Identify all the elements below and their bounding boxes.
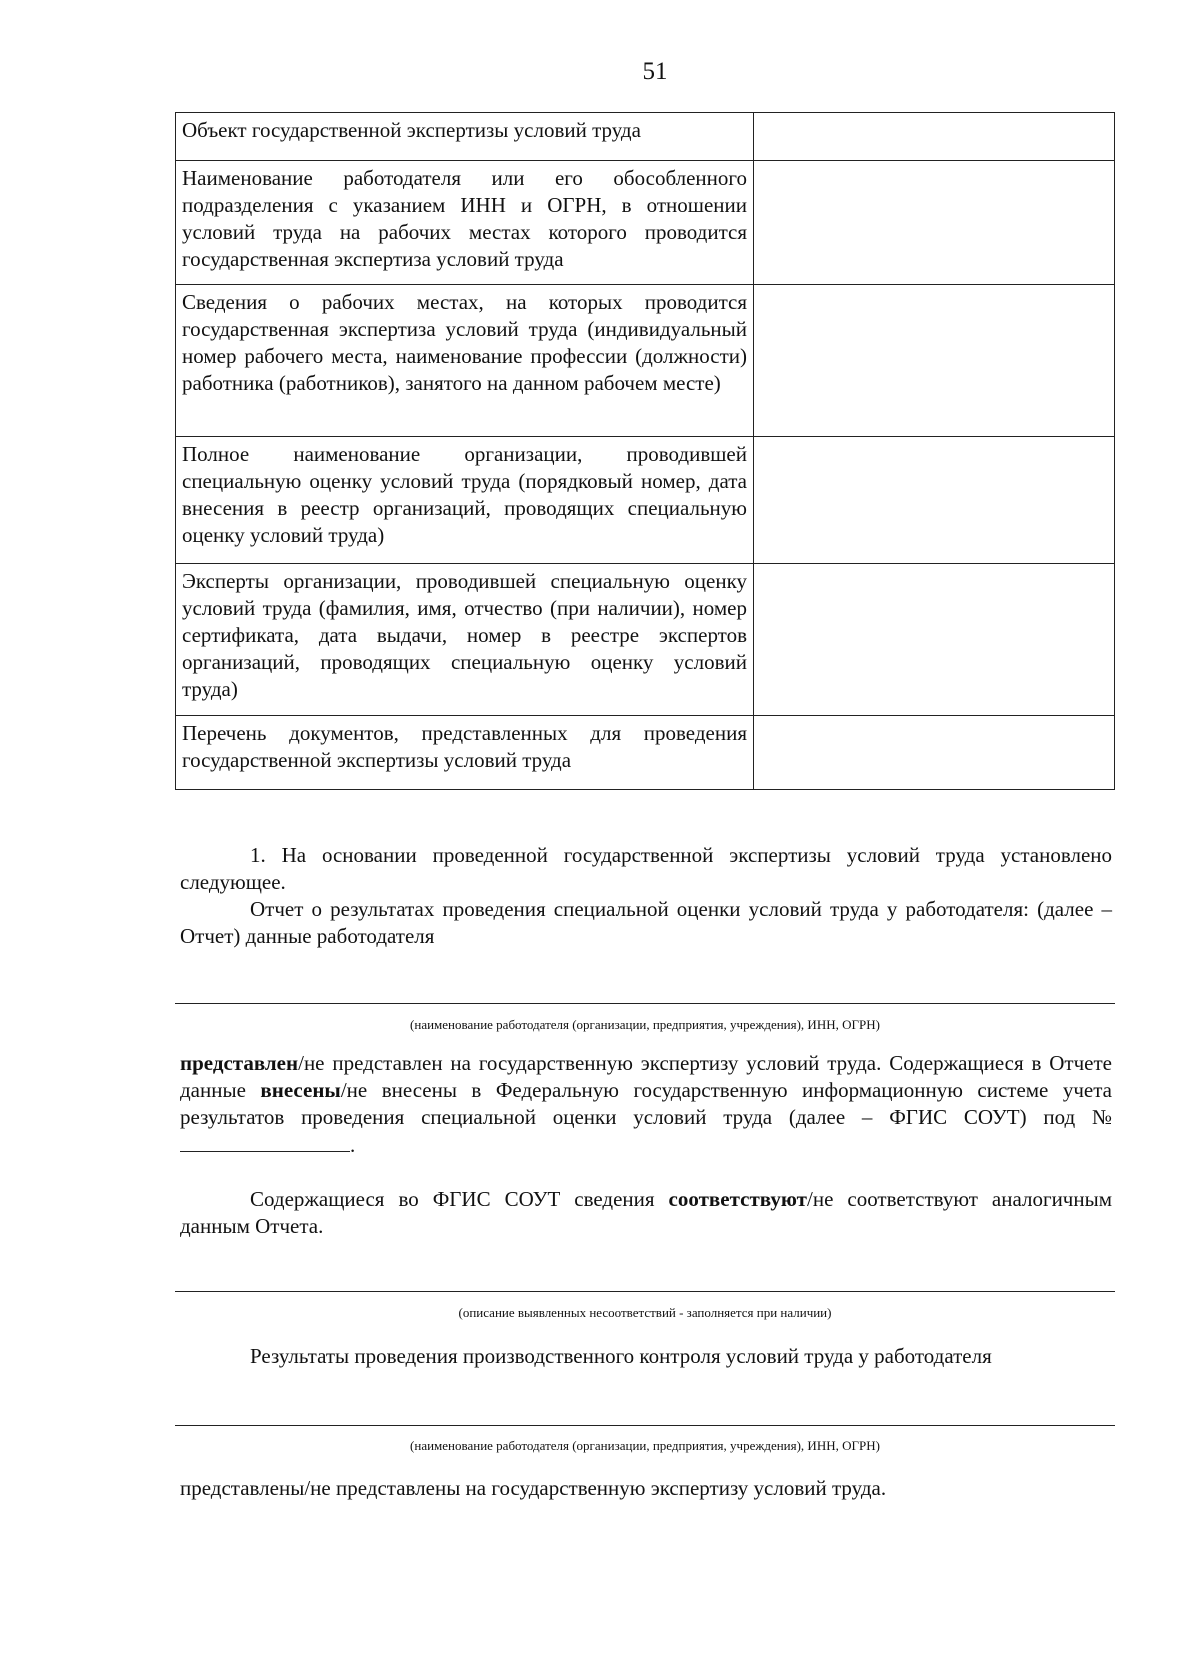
table-cell-value bbox=[754, 437, 1115, 564]
table-row bbox=[176, 113, 1115, 161]
text-segment: /не представлен на государственную экспертизу условий труда. Содержащиеся в Отчете данные bbox=[180, 1051, 1112, 1102]
table-row bbox=[176, 437, 1115, 564]
caption-discrepancies: (описание выявленных несоответствий - заполняется при наличии) bbox=[458, 1305, 832, 1320]
table-cell-label: Полное наименование организации, проводившей специальную оценку условий труда (порядковый номер, дата внесения в реестр организаций, проводящих специальную оценку условий труда) bbox=[176, 437, 754, 564]
table-cell-label: Объект государственной экспертизы условий труда bbox=[176, 113, 754, 161]
text-segment: Содержащиеся во ФГИС СОУТ сведения bbox=[250, 1187, 669, 1211]
table-cell-label: Наименование работодателя или его обособленного подразделения с указанием ИНН и ОГРН, в отношении условий труда на рабочих местах которого проводится государственная экспертиза условий труда bbox=[176, 161, 754, 285]
blank-line-discrepancies bbox=[175, 1291, 1115, 1292]
table-row bbox=[176, 285, 1115, 437]
expertise-info-table bbox=[175, 112, 1115, 790]
bold-submitted: представлен bbox=[180, 1051, 299, 1075]
table-cell-value bbox=[754, 564, 1115, 716]
blank-line-employer-2 bbox=[175, 1425, 1115, 1426]
paragraph-submission bbox=[180, 1050, 1112, 1159]
paragraph-basis: 1. На основании проведенной государственной экспертизы условий труда установлено следующее. bbox=[180, 843, 1112, 894]
table-cell-label: Перечень документов, представленных для проведения государственной экспертизы условий труда bbox=[176, 716, 754, 790]
text-segment: . bbox=[350, 1133, 356, 1157]
text-segment: /не соответствуют аналогичным данным Отчета. bbox=[180, 1187, 1112, 1238]
table-row bbox=[176, 161, 1115, 285]
table-row bbox=[176, 564, 1115, 716]
registry-number-blank bbox=[180, 1131, 350, 1152]
table-cell-value bbox=[754, 285, 1115, 437]
table-cell-label: Эксперты организации, проводившей специальную оценку условий труда (фамилия, имя, отчество (при наличии), номер сертификата, дата выдачи, номер в реестре экспертов организаций, проводящих специальную оценку условий труда) bbox=[176, 564, 754, 716]
table-cell-value bbox=[754, 716, 1115, 790]
paragraph-report: Отчет о результатах проведения специальной оценки условий труда у работодателя: (далее – Отчет) данные работодателя bbox=[180, 897, 1112, 948]
bold-compliant: соответствуют bbox=[668, 1187, 807, 1211]
text-segment: /не внесены в Федеральную государственную информационную системе учета результатов проведения специальной оценки условий труда (далее – ФГИС СОУТ) под № bbox=[180, 1078, 1113, 1129]
caption-employer-2: (наименование работодателя (организации, предприятия, учреждения), ИНН, ОГРН) bbox=[410, 1438, 880, 1453]
table-cell-value bbox=[754, 161, 1115, 285]
caption-employer: (наименование работодателя (организации, предприятия, учреждения), ИНН, ОГРН) bbox=[410, 1017, 880, 1032]
table-cell-value bbox=[754, 113, 1115, 161]
paragraph-production-control: Результаты проведения производственного контроля условий труда у работодателя bbox=[250, 1344, 992, 1368]
page-number: 51 bbox=[642, 58, 668, 85]
table-row bbox=[176, 716, 1115, 790]
paragraph-compliance bbox=[180, 1186, 1112, 1240]
paragraph-results-submitted: представлены/не представлены на государственную экспертизу условий труда. bbox=[180, 1476, 887, 1500]
blank-line-employer bbox=[175, 1003, 1115, 1004]
bold-entered: внесены bbox=[260, 1078, 341, 1102]
table-cell-label: Сведения о рабочих местах, на которых проводится государственная экспертиза условий труда (индивидуальный номер рабочего места, наименование профессии (должности) работника (работников), занятого на данном рабочем месте) bbox=[176, 285, 754, 437]
